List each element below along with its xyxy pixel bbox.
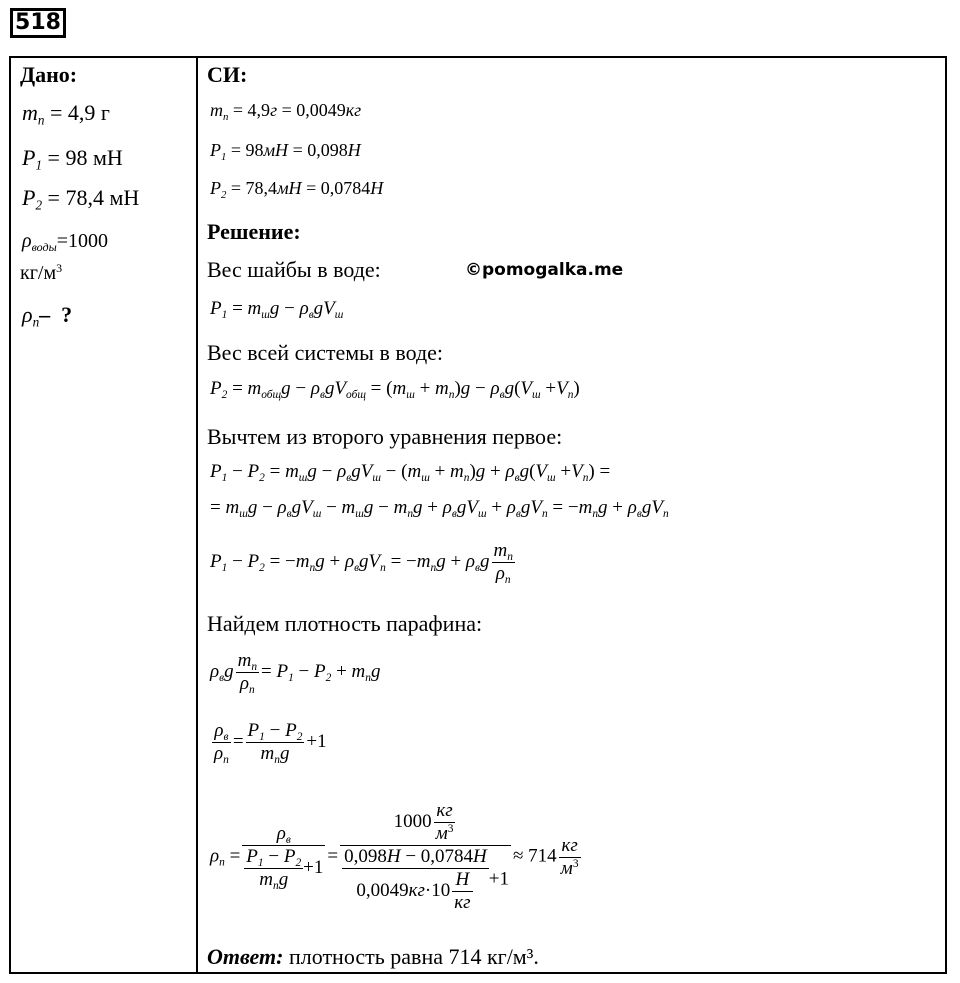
given-header: Дано: (20, 62, 78, 87)
si-header: СИ: (207, 62, 248, 87)
step-text: Вычтем из второго уравнения первое: (207, 424, 563, 449)
step-text: Вес шайбы в воде: (207, 257, 381, 282)
given-item: $\rho_{воды}=1000$ (22, 230, 108, 255)
step-text: Найдем плотность парафина: (207, 611, 483, 636)
equation: $\rho_п$ = $\rho_в$ $P_1 - P_2$ $m_пg$ +1 = 1000 кг $м^3$ 0,098Н − 0,0784Н 0,0049кг·10 Н кг +1 ≈ 714 кг $м^3$ (210, 800, 579, 913)
si-item: $m_п = 4,9г = 0,0049кг$ (210, 100, 362, 123)
watermark: ©pomogalka.me (465, 260, 624, 280)
answer (207, 944, 539, 970)
equation: $\rho_вg$ $m_п$ $\rho_п$ = $P_1 - P_2 + m_пg$ (210, 650, 381, 696)
answer-text: плотность равна 714 кг/м³. (288, 944, 539, 969)
si-item: $P_2 = 78,4мН = 0,0784Н$ (210, 178, 384, 201)
given-item: $P_2 = 78,4$ мН (22, 185, 140, 213)
given-item: $P_1 = 98$ мН (22, 145, 123, 173)
given-item: $\rho_п-$ ? (22, 302, 73, 330)
given-item: $кг/м^3$ (20, 260, 63, 284)
answer-label: Ответ: (207, 944, 284, 969)
equation: $P_2 = m_{общ}g - \rho_вgV_{общ} = (m_ш + m_п)g - \rho_вg(V_ш +V_п)$ (210, 378, 580, 401)
column-divider (196, 56, 198, 974)
equation: $\rho_в$ $\rho_п$ = $P_1 - P_2$ $m_пg$ +1 (214, 720, 327, 766)
equation: = $m_шg - \rho_вgV_ш - m_шg - m_пg + \rho_вgV_ш + \rho_вgV_п = -m_пg + \rho_вgV_п$ (210, 497, 669, 520)
solution-header: Решение: (207, 219, 301, 244)
equation: $P_1 = m_шg - \rho_вgV_ш$ (210, 298, 344, 321)
given-item: $m_п = 4,9$ г (22, 100, 110, 128)
equation: $P_1 - P_2 = m_шg - \rho_вgV_ш - (m_ш + m_п)g + \rho_вg(V_ш +V_п)$ = (210, 461, 611, 484)
problem-number: 518 (10, 8, 66, 38)
step-text: Вес всей системы в воде: (207, 340, 444, 365)
equation: $P_1 - P_2 = -m_пg + \rho_вgV_п = -m_пg + \rho_вg$ $m_п$ $\rho_п$ (210, 540, 513, 586)
si-item: $P_1 = 98мН = 0,098Н$ (210, 140, 361, 163)
